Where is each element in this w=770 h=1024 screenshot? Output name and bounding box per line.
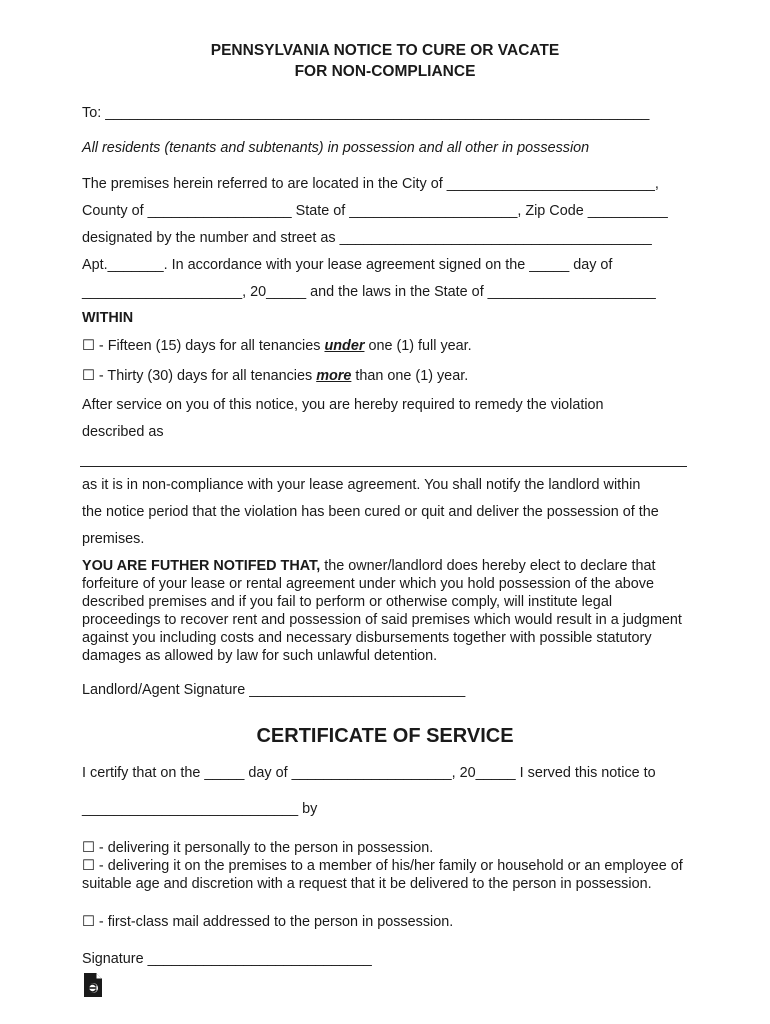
further-notified-label: YOU ARE FUTHER NOTIFED THAT, bbox=[82, 558, 321, 574]
further-notified-paragraph bbox=[82, 557, 692, 665]
violation-description-field[interactable] bbox=[80, 466, 687, 467]
noncompliance-line-2: the notice period that the violation has been cured or quit and deliver the possession of the bbox=[82, 504, 659, 520]
certify-date-field[interactable]: I certify that on the _____ day of ____________________, 20_____ I served this notice to bbox=[82, 765, 656, 781]
noncompliance-line-3: premises. bbox=[82, 531, 145, 547]
year-state-field[interactable]: ____________________, 20_____ and the laws in the State of _____________________ bbox=[82, 284, 656, 300]
option-fifteen-prefix: ☐ - Fifteen (15) days for all tenancies bbox=[82, 338, 325, 354]
option-fifteen-emphasis: under bbox=[324, 338, 365, 354]
within-label: WITHIN bbox=[82, 310, 134, 326]
service-option-premises[interactable]: ☐ - delivering it on the premises to a member of his/her family or household or an employee of suitable age and discretion with a request that it be delivered to the person in possession. bbox=[82, 858, 683, 892]
premises-city-field[interactable]: The premises herein referred to are located in the City of __________________________, bbox=[82, 176, 659, 192]
document-logo-icon bbox=[82, 972, 104, 998]
residents-line: All residents (tenants and subtenants) in possession and all other in possession bbox=[82, 140, 590, 156]
document-title-line1: PENNSYLVANIA NOTICE TO CURE OR VACATE bbox=[210, 42, 560, 59]
noncompliance-line-1: as it is in non-compliance with your lease agreement. You shall notify the landlord within bbox=[82, 477, 641, 493]
county-state-zip-field[interactable]: County of __________________ State of _____________________, Zip Code __________ bbox=[82, 203, 668, 219]
document-title-line2: FOR NON-COMPLIANCE bbox=[294, 63, 476, 80]
signature-field[interactable]: Signature ____________________________ bbox=[82, 951, 372, 967]
landlord-signature-field[interactable]: Landlord/Agent Signature ___________________________ bbox=[82, 682, 466, 698]
option-thirty-suffix: than one (1) year. bbox=[351, 368, 469, 384]
apt-lease-date-field[interactable]: Apt._______. In accordance with your lease agreement signed on the _____ day of bbox=[82, 257, 613, 273]
service-option-mail[interactable]: ☐ - first-class mail addressed to the person in possession. bbox=[82, 914, 454, 930]
further-notified-text: the owner/landlord does hereby elect to declare that forfeiture of your lease or rental agreement under which you hold possession of the above described premises and if you fail to perform or otherwise comply, will institute legal proceedings to recover rent and possession of said premises which would result in a judgment against you including costs and necessary disbursements together with possible statutory damages as allowed by law for such unlawful detention. bbox=[82, 558, 682, 664]
street-address-field[interactable]: designated by the number and street as _______________________________________ bbox=[82, 230, 652, 246]
described-as-label: described as bbox=[82, 424, 164, 440]
option-fifteen-suffix: one (1) full year. bbox=[364, 338, 472, 354]
option-thirty-emphasis: more bbox=[316, 368, 352, 384]
to-field[interactable]: To: ____________________________________________________________________ bbox=[82, 105, 650, 121]
option-thirty-prefix: ☐ - Thirty (30) days for all tenancies bbox=[82, 368, 317, 384]
served-person-field[interactable]: ___________________________ by bbox=[82, 801, 318, 817]
certificate-heading: CERTIFICATE OF SERVICE bbox=[256, 725, 514, 747]
option-fifteen-days[interactable] bbox=[82, 338, 472, 354]
service-option-personal[interactable]: ☐ - delivering it personally to the person in possession. bbox=[82, 840, 434, 856]
option-thirty-days[interactable] bbox=[82, 368, 468, 384]
after-service-line: After service on you of this notice, you are hereby required to remedy the violation bbox=[82, 397, 604, 413]
